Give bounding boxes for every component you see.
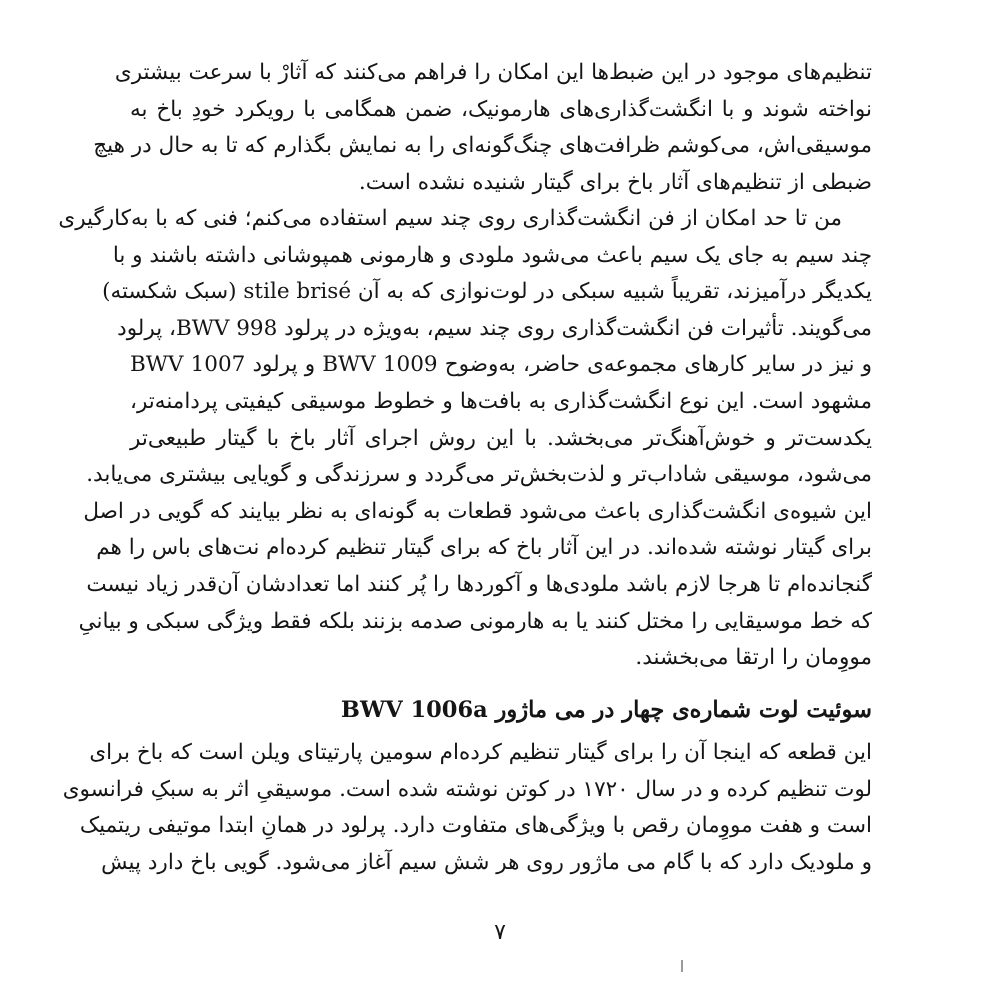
text-line: یکدست‌تر و خوش‌آهنگ‌تر می‌بخشد. با این روش اجرای آثار باخ با گیتار طبیعی‌تر	[130, 425, 872, 451]
text-line: این قطعه که اینجا آن را برای گیتار تنظیم کرده‌ام سومین پارتیتای ویلن است که باخ برای	[89, 740, 872, 765]
scan-artifact-mark	[681, 960, 683, 972]
text-line: مووِمان را ارتقا می‌بخشند.	[635, 645, 872, 671]
text-line: یکدیگر درآمیزند، تقریباً شبیه سبکی در لوت‌نوازی که به آن stile brisé (سبک شکسته)	[102, 279, 872, 305]
paragraph-arrangements	[93, 55, 872, 201]
paragraph-fingering-technique	[58, 201, 872, 677]
text-line: مشهود است. این نوع انگشت‌گذاری به بافت‌ها و خطوط موسیقی کیفیتی پردامنه‌تر،	[130, 388, 872, 414]
text-line: من تا حد امکان از فن انگشت‌گذاری روی چند سیم استفاده می‌کنم؛ فنی که با به‌کارگیری	[58, 206, 842, 231]
text-line: برای گیتار نوشته شده‌اند. در این آثار باخ که برای گیتار تنظیم کرده‌ام نت‌های باس را هم	[96, 535, 872, 561]
text-line: گنجانده‌ام تا هرجا لازم باشد ملودی‌ها و آکوردها را پُر کنند اما تعدادشان آن‌قدر زیاد نیست	[86, 571, 872, 597]
text-line: این شیوه‌ی انگشت‌گذاری باعث می‌شود قطعات به گونه‌ای به نظر بیایند که گویی در اصل	[83, 498, 872, 524]
section-heading-block	[130, 690, 872, 730]
text-line: و ملودیک دارد که با گام می ماژور روی هر شش سیم آغاز می‌شود. گویی باخ دارد پیش	[101, 849, 872, 875]
section-heading: سوئیت لوت شماره‌ی چهار در می ماژور BWV 1006a	[340, 697, 872, 723]
text-line: نواخته شوند و با انگشت‌گذاری‌های هارمونیک، ضمن همگامی با رویکرد خودِ باخ به	[130, 96, 872, 122]
text-line: لوت تنظیم کرده و در سال ۱۷۲۰ در کوتن نوشته شده است. موسیقیِ اثر به سبکِ فرانسوی	[62, 776, 872, 802]
text-line: تنظیم‌های موجود در این ضبط‌ها این امکان را فراهم می‌کنند که آثارْ با سرعت بیشتری	[114, 60, 872, 85]
text-line: می‌شود، موسیقی شاداب‌تر و لذت‌بخش‌تر می‌گردد و سرزندگی و گویایی بیشتری می‌یابد.	[86, 462, 872, 488]
paragraph-suite-description	[62, 735, 872, 881]
text-line: ضبطی از تنظیم‌های آثار باخ برای گیتار شنیده نشده است.	[358, 169, 872, 195]
text-line: می‌گویند. تأثیرات فن انگشت‌گذاری روی چند سیم، به‌ویژه در پرلود BWV 998، پرلود	[117, 315, 872, 341]
text-line: موسیقی‌اش، می‌کوشم ظرافت‌های چنگ‌گونه‌ای را به نمایش بگذارم که تا به حال در هیچ	[93, 133, 872, 159]
text-line: است و هفت مووِمان رقص با ویژگی‌های متفاوت دارد. پرلود در همانِ ابتدا موتیفی ریتمیک	[79, 813, 872, 839]
text-line: چند سیم به جای یک سیم باعث می‌شود ملودی و هارمونی همپوشانی داشته باشند و با	[112, 242, 872, 268]
page-number: ۷	[494, 920, 506, 945]
text-line: BWV 1007 و پرلود BWV 1009 و نیز در سایر کارهای مجموعه‌ی حاضر، به‌وضوح	[130, 352, 872, 378]
text-line: که خط موسیقایی را مختل کنند یا به هارمونی صدمه بزنند بلکه فقط ویژگی سبکی و بیانیِ	[78, 608, 872, 634]
